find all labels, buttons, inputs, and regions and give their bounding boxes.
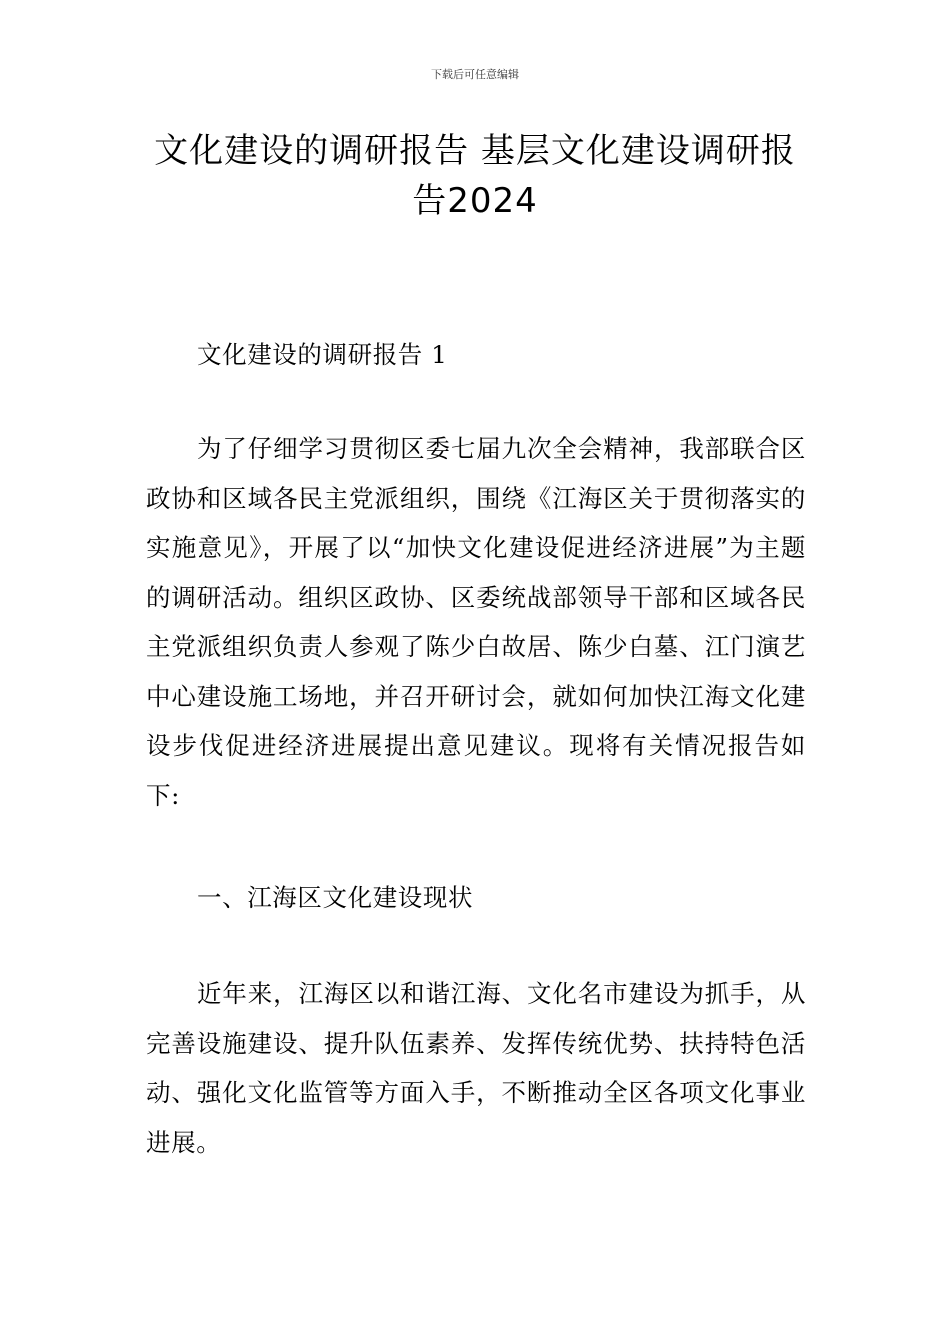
section-heading: 一、江海区文化建设现状: [197, 883, 474, 912]
document-title: 文化建设的调研报告 基层文化建设调研报告2024: [154, 131, 796, 221]
paragraph: 近年来，江海区以和谐江海、文化名市建设为抓手，从完善设施建设、提升队伍素养、发挥传统优势、扶持特色活动、强化文化监管等方面入手，不断推动全区各项文化事业进展。: [146, 979, 806, 1157]
header-note: 下载后可任意编辑: [431, 68, 519, 81]
section-heading: 文化建设的调研报告 1: [197, 340, 448, 369]
paragraph: 为了仔细学习贯彻区委七届九次全会精神，我部联合区政协和区域各民主党派组织，围绕《江海区关于贯彻落实的实施意见》，开展了以“加快文化建设促进经济进展”为主题的调研活动。组织区政协、区委统战部领导干部和区域各民主党派组织负责人参观了陈少白故居、陈少白墓、江门演艺中心建设施工场地，并召开研讨会，就如何加快江海文化建设步伐促进经济进展提出意见建议。现将有关情况报告如下:: [146, 434, 806, 810]
